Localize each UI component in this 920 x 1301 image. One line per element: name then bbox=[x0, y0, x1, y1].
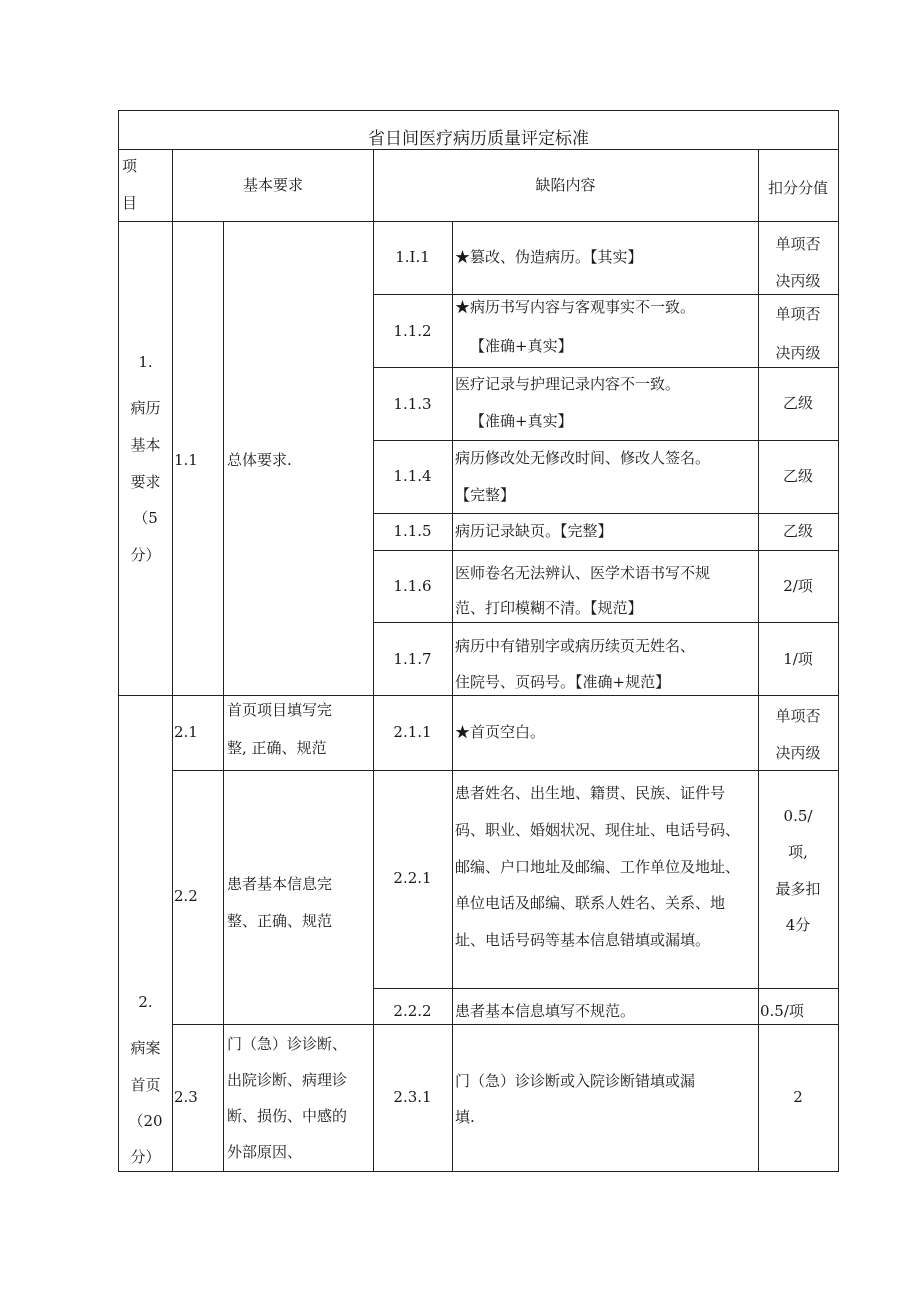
row-score: 单项否 bbox=[775, 707, 821, 725]
row-defect: 【准确+真实】 bbox=[470, 412, 573, 430]
row-defect: 病历中有错别字或病历续页无姓名、 bbox=[455, 637, 696, 655]
section1-name: 要求 bbox=[130, 473, 161, 491]
row-no: 1.I.1 bbox=[395, 248, 430, 266]
row-no: 1.1.6 bbox=[393, 577, 432, 595]
table-border-bottom bbox=[118, 1171, 839, 1172]
header-item-1: 项 bbox=[122, 157, 138, 175]
row-score: 决丙级 bbox=[775, 744, 821, 762]
row-no: 1.1.4 bbox=[393, 467, 432, 485]
row-score: 2/项 bbox=[783, 577, 813, 595]
row-defect: 患者姓名、出生地、籍贯、民族、证件号 bbox=[455, 784, 726, 802]
row-score: 2 bbox=[793, 1088, 803, 1106]
row-defect: ★首页空白。 bbox=[455, 723, 546, 741]
row-no: 1.1.2 bbox=[393, 322, 432, 340]
sub-no: 2.1 bbox=[174, 723, 198, 741]
col-line-2 bbox=[223, 221, 224, 1172]
sub-req: 门（急）诊诊断、 bbox=[227, 1035, 348, 1053]
header-item-2: 目 bbox=[122, 194, 138, 212]
sub-req: 首页项目填写完 bbox=[227, 701, 333, 719]
row-score: 最多扣 bbox=[775, 880, 821, 898]
header-defect: 缺陷内容 bbox=[535, 176, 596, 194]
row-line bbox=[373, 988, 839, 989]
row-score: 0.5/ bbox=[783, 807, 813, 825]
row-defect: ★篡改、伪造病历。【其实】 bbox=[455, 248, 643, 266]
header-separator bbox=[118, 221, 839, 222]
row-no: 1.1.3 bbox=[393, 395, 432, 413]
title-separator bbox=[118, 149, 839, 150]
row-score: 决丙级 bbox=[775, 344, 821, 362]
sub-req: 患者基本信息完 bbox=[227, 875, 333, 893]
section1-name: 分） bbox=[130, 546, 161, 564]
row-line bbox=[172, 770, 839, 771]
sub-req: 出院诊断、病理诊 bbox=[227, 1071, 348, 1089]
row-defect: 门（急）诊诊断或入院诊断错填或漏 bbox=[455, 1072, 696, 1090]
row-defect: 【准确+真实】 bbox=[470, 337, 573, 355]
section1-name: 病历 bbox=[130, 399, 161, 417]
row-defect: 医师卷名无法辨认、医学术语书写不规 bbox=[455, 564, 711, 582]
sub-req: 整, 正确、规范 bbox=[227, 739, 327, 757]
section1-name: 基本 bbox=[130, 436, 161, 454]
row-score: 乙级 bbox=[782, 394, 813, 412]
row-no: 1.1.5 bbox=[393, 522, 432, 540]
row-line bbox=[373, 550, 839, 551]
row-defect: 范、打印模糊不清。【规范】 bbox=[455, 599, 643, 617]
sub-no: 2.3 bbox=[174, 1088, 198, 1106]
col-line-4 bbox=[452, 221, 453, 1172]
section2-name: 分） bbox=[130, 1148, 161, 1166]
row-score: 决丙级 bbox=[775, 272, 821, 290]
section2-name: 首页 bbox=[130, 1076, 161, 1094]
row-defect: 码、职业、婚姻状况、现住址、电话号码、 bbox=[455, 821, 741, 839]
sub-no: 2.2 bbox=[174, 887, 198, 905]
row-score: 4分 bbox=[785, 916, 811, 934]
row-score: 乙级 bbox=[782, 522, 813, 540]
row-defect: ★病历书写内容与客观事实不一致。 bbox=[455, 298, 696, 316]
section1-name: 1. bbox=[138, 353, 153, 371]
section2-name: （20 bbox=[128, 1112, 163, 1130]
section1-sub-req: 总体要求. bbox=[227, 451, 292, 469]
row-score: 单项否 bbox=[775, 235, 821, 253]
page-title: 省日间医疗病历质量评定标准 bbox=[368, 129, 589, 149]
header-score: 扣分分值 bbox=[767, 179, 828, 197]
row-defect: 填. bbox=[455, 1108, 475, 1126]
row-score: 项, bbox=[788, 843, 808, 861]
section2-name: 2. bbox=[138, 993, 153, 1011]
row-no: 2.2.2 bbox=[393, 1002, 432, 1020]
col-line-1 bbox=[172, 149, 173, 1172]
row-defect: 患者基本信息填写不规范。 bbox=[455, 1002, 636, 1020]
row-defect: 【完整】 bbox=[455, 486, 516, 504]
row-score: 1/项 bbox=[783, 650, 813, 668]
row-defect: 医疗记录与护理记录内容不一致。 bbox=[455, 375, 681, 393]
row-defect: 病历修改处无修改时间、修改人签名。 bbox=[455, 449, 711, 467]
row-score: 0.5/项 bbox=[760, 1002, 804, 1020]
sub-req: 外部原因、 bbox=[227, 1143, 303, 1161]
row-score: 单项否 bbox=[775, 305, 821, 323]
row-defect: 病历记录缺页。【完整】 bbox=[455, 522, 613, 540]
row-defect: 邮编、户口地址及邮编、工作单位及地址、 bbox=[455, 858, 741, 876]
row-no: 1.1.7 bbox=[393, 650, 432, 668]
row-no: 2.3.1 bbox=[393, 1088, 432, 1106]
section1-name: （5 bbox=[133, 509, 158, 527]
row-no: 2.1.1 bbox=[393, 723, 432, 741]
row-defect: 单位电话及邮编、联系人姓名、关系、地 bbox=[455, 894, 726, 912]
row-no: 2.2.1 bbox=[393, 869, 432, 887]
row-defect: 址、电话号码等基本信息错填或漏填。 bbox=[455, 931, 711, 949]
sub-req: 断、损伤、中感的 bbox=[227, 1107, 348, 1125]
header-basic: 基本要求 bbox=[242, 176, 303, 194]
table-border-top bbox=[118, 110, 839, 111]
section2-name: 病案 bbox=[130, 1039, 161, 1057]
sub-req: 整、正确、规范 bbox=[227, 912, 333, 930]
section1-sub-no: 1.1 bbox=[174, 451, 198, 469]
row-defect: 住院号、页码号。【准确+规范】 bbox=[455, 673, 671, 691]
row-score: 乙级 bbox=[782, 467, 813, 485]
table-border-right bbox=[838, 110, 839, 1172]
